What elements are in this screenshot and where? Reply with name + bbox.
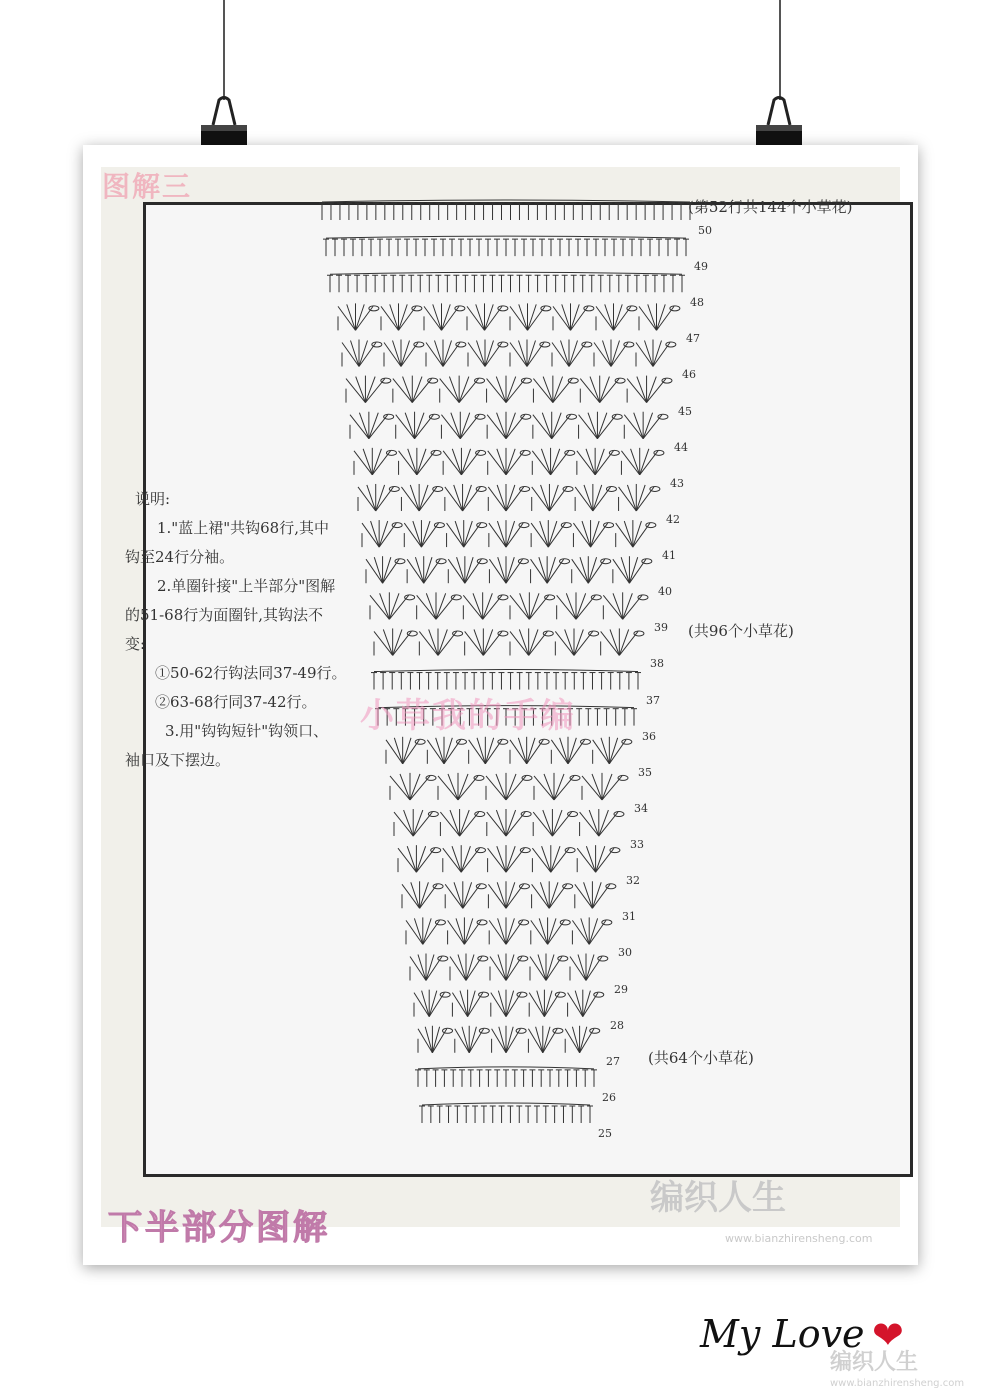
fan-stitch xyxy=(443,448,485,475)
fan-stitch xyxy=(557,592,602,619)
fan-stitch xyxy=(399,448,441,475)
fan-stitch xyxy=(450,954,488,981)
row-number: 38 xyxy=(650,657,664,671)
fan-stitch xyxy=(350,412,394,439)
legend-line: 的51-68行为面圈针,其钩法不 xyxy=(125,606,324,624)
row-number: 28 xyxy=(610,1018,624,1032)
row-number: 40 xyxy=(658,585,672,599)
fan-stitch xyxy=(488,881,529,908)
fan-stitch xyxy=(404,520,444,547)
row-number: 47 xyxy=(686,332,700,346)
fan-stitch xyxy=(468,339,508,366)
fan-stitch xyxy=(575,484,616,511)
fan-stitch xyxy=(639,303,680,330)
chain-line xyxy=(330,272,682,274)
fan-stitch xyxy=(487,412,531,439)
fan-stitch xyxy=(410,954,448,981)
fan-stitch xyxy=(386,737,425,764)
row-number: 45 xyxy=(678,404,692,418)
fan-stitch xyxy=(491,990,527,1017)
fan-stitch xyxy=(568,990,604,1017)
fan-stitch xyxy=(534,773,580,800)
fan-stitch xyxy=(624,412,668,439)
chain-line xyxy=(422,1103,590,1105)
fan-stitch xyxy=(338,303,379,330)
row-number: 34 xyxy=(634,801,648,815)
fan-stitch xyxy=(362,520,402,547)
fan-stitch xyxy=(438,773,484,800)
fan-stitch xyxy=(396,412,440,439)
legend-title: 说明: xyxy=(135,490,171,508)
fan-stitch xyxy=(407,556,446,583)
fan-stitch xyxy=(443,845,486,872)
fan-stitch xyxy=(346,376,391,403)
fan-stitch xyxy=(490,954,528,981)
fan-stitch xyxy=(414,990,450,1017)
fan-stitch xyxy=(570,954,608,981)
row-number: 41 xyxy=(662,549,676,563)
fan-stitch xyxy=(577,448,619,475)
fan-stitch xyxy=(531,556,570,583)
fan-stitch xyxy=(448,917,487,944)
fan-stitch xyxy=(603,592,648,619)
fan-stitch xyxy=(342,339,382,366)
fan-stitch xyxy=(463,592,508,619)
fan-stitch xyxy=(488,484,529,511)
fan-stitch xyxy=(573,520,613,547)
fan-stitch xyxy=(487,809,531,836)
fan-stitch xyxy=(616,520,656,547)
fan-stitch xyxy=(427,737,466,764)
fan-stitch xyxy=(582,773,628,800)
fan-stitch xyxy=(533,809,577,836)
fan-stitch xyxy=(529,990,565,1017)
signature-text: My Love xyxy=(700,1312,865,1356)
legend-line: ①50-62行钩法同37-49行。 xyxy=(155,664,347,682)
fan-stitch xyxy=(487,376,532,403)
fan-stitch xyxy=(419,628,462,655)
fan-stitch xyxy=(402,881,443,908)
fan-stitch xyxy=(381,303,422,330)
site-logo-url: www.bianzhirensheng.com xyxy=(725,1232,873,1245)
row-number: 29 xyxy=(614,982,628,996)
fan-stitch xyxy=(565,1026,600,1053)
annotation-row-52: (第52行共144个小草花) xyxy=(688,198,853,216)
fan-stitch xyxy=(532,484,573,511)
fan-stitch xyxy=(594,339,634,366)
row-number: 50 xyxy=(698,224,712,237)
fan-stitch xyxy=(580,809,624,836)
fan-stitch xyxy=(613,556,652,583)
site-logo-text-bottom: 编织人生 xyxy=(830,1350,919,1375)
fan-stitch xyxy=(441,412,485,439)
fan-stitch xyxy=(384,339,424,366)
site-logo-text: 编织人生 xyxy=(650,1178,786,1218)
fan-stitch xyxy=(489,556,528,583)
fan-stitch xyxy=(448,556,487,583)
fan-stitch xyxy=(510,737,549,764)
fan-stitch xyxy=(593,737,632,764)
fan-stitch xyxy=(447,520,487,547)
fan-stitch xyxy=(532,845,575,872)
fan-stitch xyxy=(406,917,445,944)
chain-line xyxy=(374,670,638,672)
fan-stitch xyxy=(552,339,592,366)
fan-stitch xyxy=(426,339,466,366)
legend-line: 变: xyxy=(125,635,146,653)
fan-stitch xyxy=(366,556,405,583)
fan-stitch xyxy=(390,773,436,800)
row-number: 35 xyxy=(638,765,652,779)
fan-stitch xyxy=(579,412,623,439)
legend-line: 2.单圈针接"上半部分"图解 xyxy=(157,577,336,595)
row-number: 30 xyxy=(618,946,632,960)
fan-stitch xyxy=(621,448,663,475)
site-logo-url-bottom: www.bianzhirensheng.com xyxy=(830,1378,965,1389)
fan-stitch xyxy=(510,592,555,619)
fan-stitch xyxy=(636,339,676,366)
fan-stitch xyxy=(531,917,570,944)
fan-stitch xyxy=(530,954,568,981)
fan-stitch xyxy=(619,484,660,511)
fan-stitch xyxy=(601,628,644,655)
fan-stitch xyxy=(393,376,438,403)
fan-stitch xyxy=(572,917,611,944)
legend-line: 3.用"钩钩短针"钩领口、 xyxy=(165,722,329,740)
legend-line: 钩至24行分袖。 xyxy=(125,548,235,566)
row-number: 48 xyxy=(690,296,704,310)
fan-stitch xyxy=(486,773,532,800)
fan-stitch xyxy=(551,737,590,764)
fan-stitch xyxy=(510,339,550,366)
fan-stitch xyxy=(440,809,484,836)
fan-stitch xyxy=(555,628,598,655)
fan-stitch xyxy=(531,520,571,547)
fan-stitch xyxy=(418,1026,453,1053)
annotation-row-39: (共96个小草花) xyxy=(688,622,794,640)
fan-stitch xyxy=(445,484,486,511)
fan-stitch xyxy=(394,809,438,836)
fan-stitch xyxy=(417,592,462,619)
row-number: 32 xyxy=(626,874,640,888)
chain-line xyxy=(418,1067,594,1069)
fan-stitch xyxy=(577,845,620,872)
fan-stitch xyxy=(354,448,396,475)
fan-stitch xyxy=(374,628,417,655)
fan-stitch xyxy=(580,376,625,403)
fan-stitch xyxy=(452,990,488,1017)
fan-stitch xyxy=(596,303,637,330)
fan-stitch xyxy=(424,303,465,330)
fan-stitch xyxy=(465,628,508,655)
row-number: 27 xyxy=(606,1054,620,1068)
fan-stitch xyxy=(489,520,529,547)
annotation-row-27: (共64个小草花) xyxy=(648,1049,754,1067)
fan-stitch xyxy=(533,376,578,403)
heart-icon: ❤ xyxy=(872,1313,904,1357)
row-number: 25 xyxy=(598,1127,612,1140)
fan-stitch xyxy=(445,881,486,908)
fan-stitch xyxy=(492,1026,527,1053)
legend-line: ②63-68行同37-42行。 xyxy=(155,693,317,711)
fan-stitch xyxy=(455,1026,490,1053)
fan-stitch xyxy=(532,448,574,475)
row-number: 43 xyxy=(670,476,684,490)
row-number: 33 xyxy=(630,838,644,852)
legend-line: 1."蓝上裙"共钩68行,其中 xyxy=(157,519,329,537)
fan-stitch xyxy=(469,737,508,764)
chain-line xyxy=(322,200,690,202)
fan-stitch xyxy=(440,376,485,403)
fan-stitch xyxy=(627,376,672,403)
fan-stitch xyxy=(510,628,553,655)
row-number: 46 xyxy=(682,368,696,382)
fan-stitch xyxy=(572,556,611,583)
fan-stitch xyxy=(533,412,577,439)
row-number: 26 xyxy=(602,1090,616,1104)
fan-stitch xyxy=(575,881,616,908)
fan-stitch xyxy=(370,592,415,619)
row-number: 31 xyxy=(622,910,636,924)
row-number: 36 xyxy=(642,729,656,743)
fan-stitch xyxy=(553,303,594,330)
fan-stitch xyxy=(532,881,573,908)
legend-line: 袖口及下摆边。 xyxy=(125,751,231,769)
fan-stitch xyxy=(510,303,551,330)
bottom-title: 下半部分图解 xyxy=(108,1208,330,1248)
row-number: 42 xyxy=(666,512,680,526)
fan-stitch xyxy=(467,303,508,330)
fan-stitch xyxy=(488,845,531,872)
fan-stitch xyxy=(401,484,442,511)
watermark-text: 小草我的手编 xyxy=(360,696,576,736)
fan-stitch xyxy=(398,845,441,872)
header-title: 图解三 xyxy=(102,170,193,203)
row-number: 44 xyxy=(674,440,688,454)
fan-stitch xyxy=(489,917,528,944)
chain-line xyxy=(326,236,686,238)
fan-stitch xyxy=(528,1026,563,1053)
fan-stitch xyxy=(488,448,530,475)
row-number: 49 xyxy=(694,260,708,274)
row-number: 37 xyxy=(646,693,660,707)
legend-notes xyxy=(125,485,365,775)
row-number: 39 xyxy=(654,621,668,635)
